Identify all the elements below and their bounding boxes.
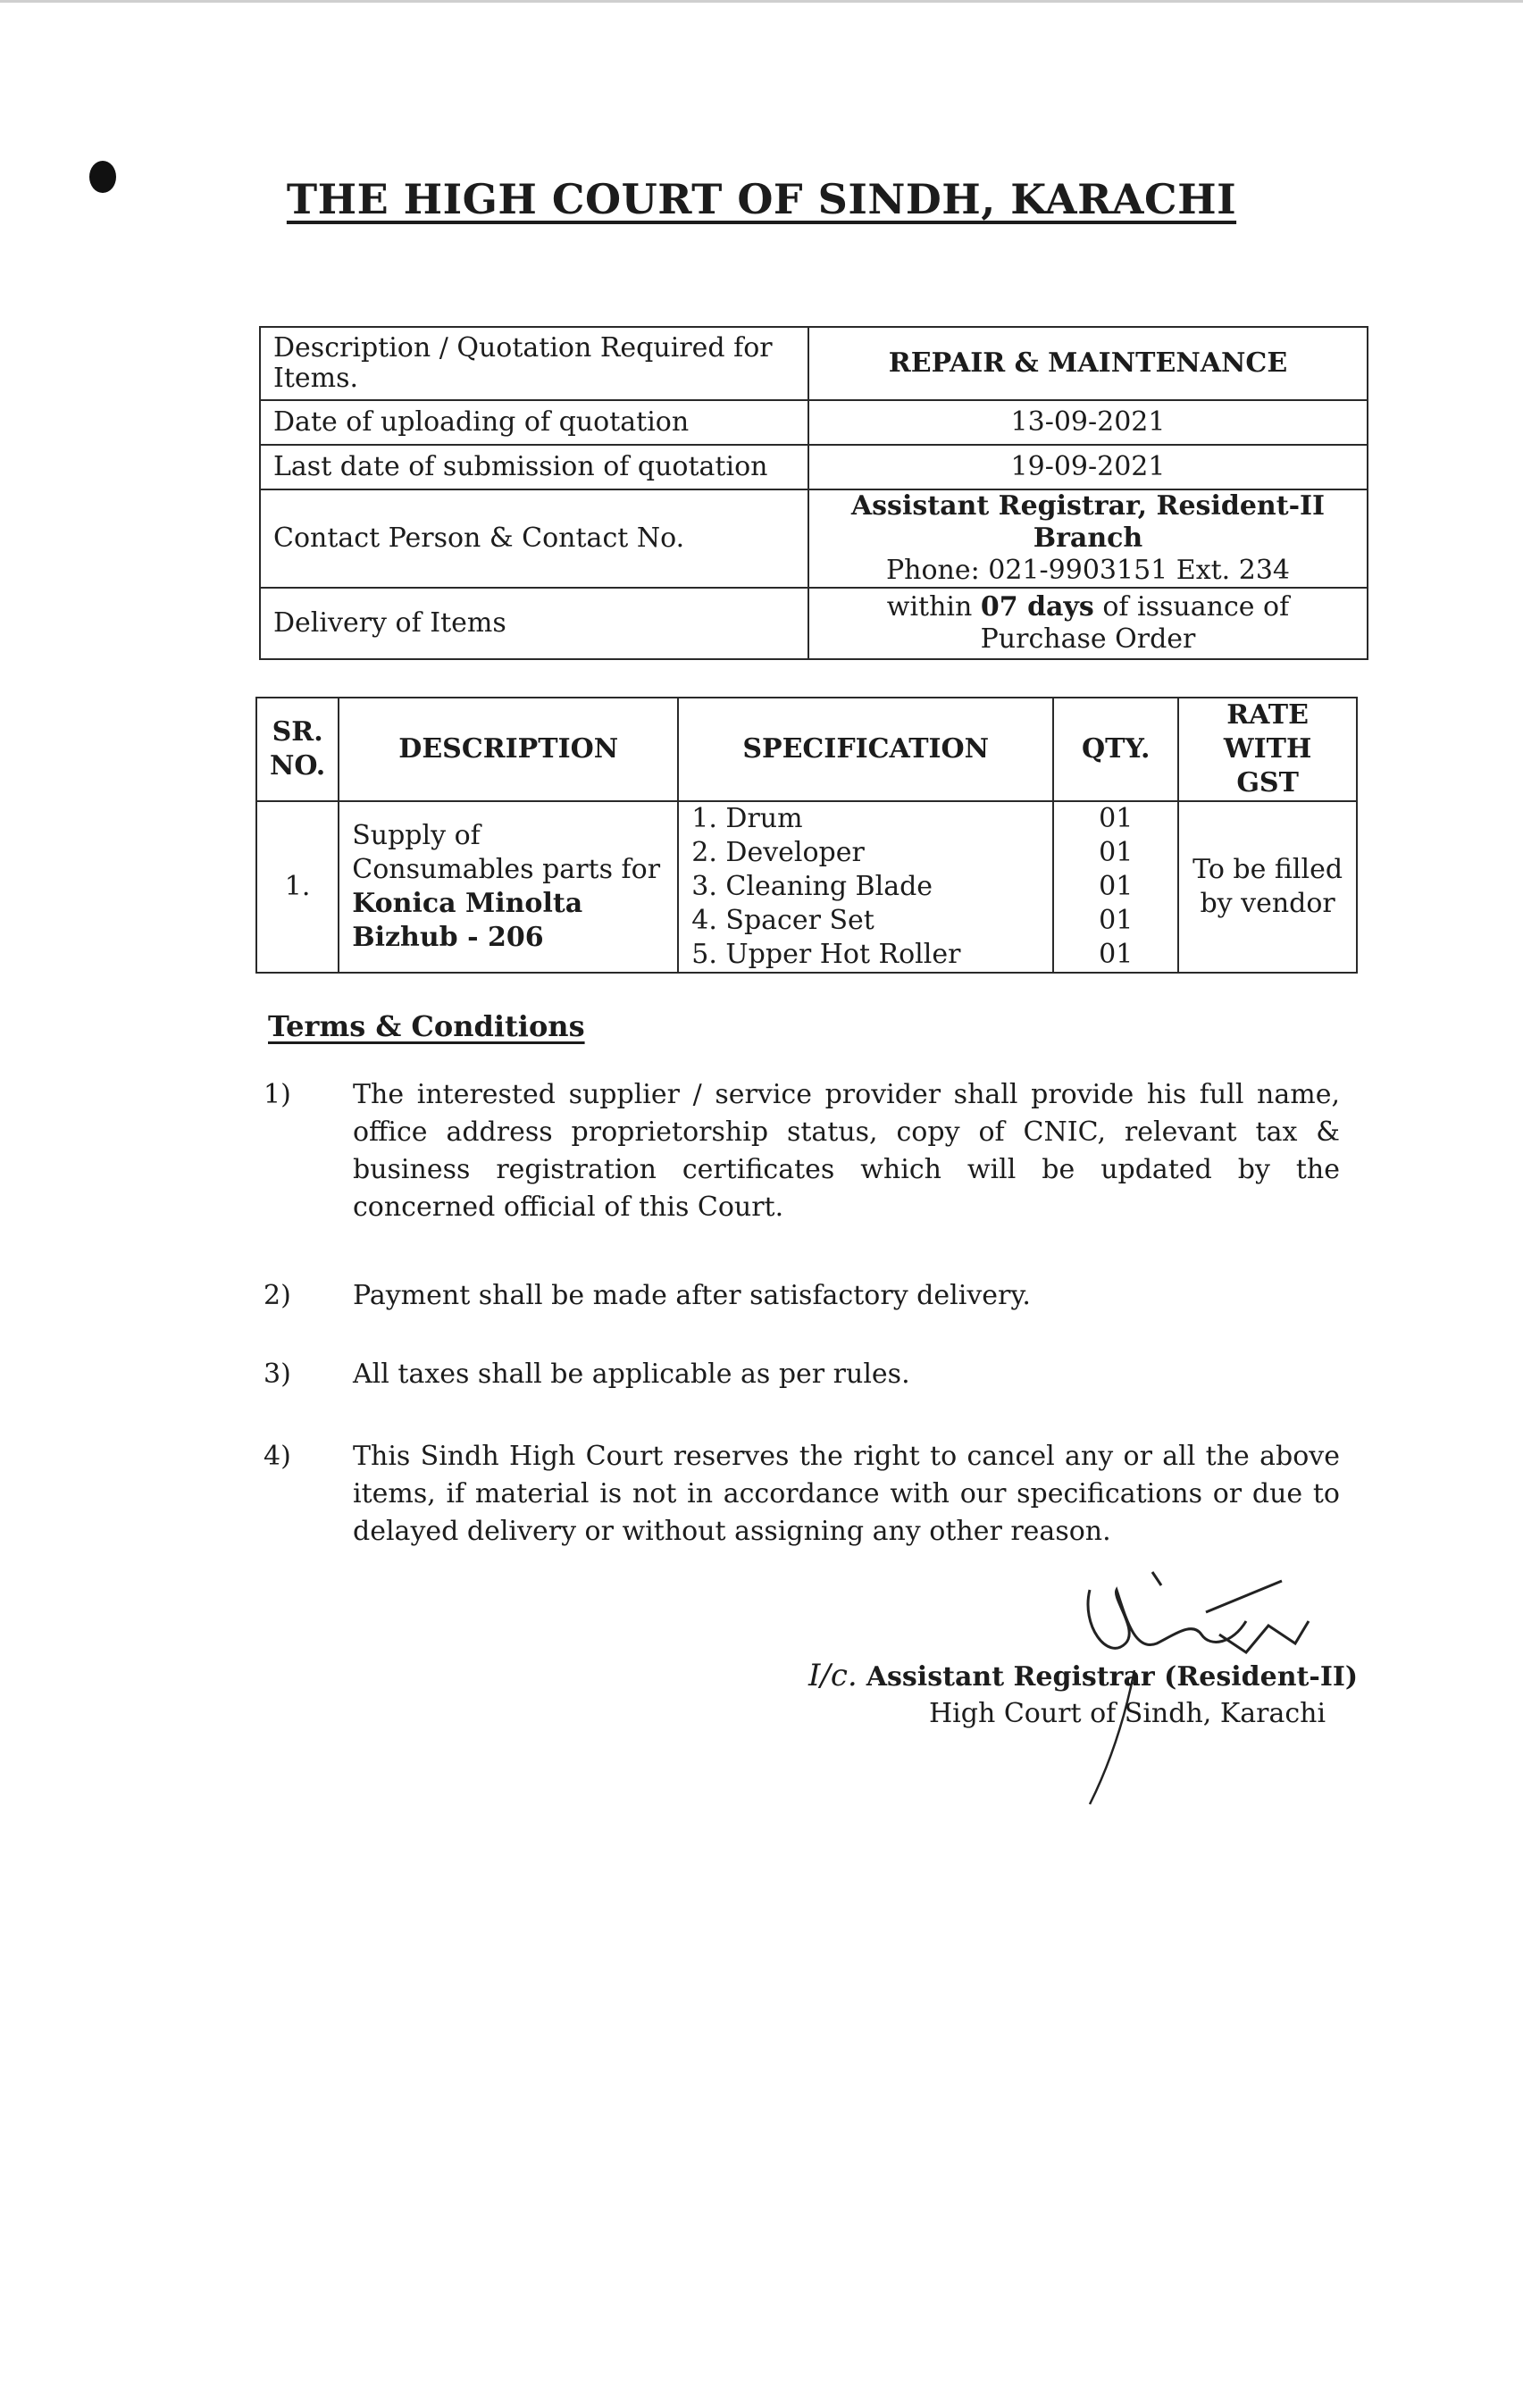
item-specification (678, 801, 1053, 973)
term-number: 1) (264, 1079, 291, 1110)
info-label: Contact Person & Contact No. (260, 489, 808, 588)
delivery-pre: within (886, 591, 981, 623)
signatory-designation: Assistant Registrar (Resident-II) (866, 1661, 1359, 1693)
table-row (256, 801, 1357, 973)
info-row (260, 489, 1368, 588)
list-item: 4. Spacer Set (691, 905, 874, 936)
scan-edge (0, 0, 1523, 3)
term-number: 3) (264, 1359, 291, 1390)
info-value: 13-09-2021 (808, 400, 1368, 445)
info-row (260, 445, 1368, 489)
info-label: Last date of submission of quotation (260, 445, 808, 489)
signatory-title (808, 1657, 1362, 1696)
list-item: 01 (1099, 939, 1134, 970)
item-model: Konica Minolta Bizhub - 206 (352, 888, 583, 953)
item-qty (1053, 801, 1178, 973)
item-description (339, 801, 678, 973)
page-title: THE HIGH COURT OF SINDH, KARACHI (286, 175, 1237, 223)
list-item: 01 (1099, 803, 1134, 834)
term-number: 2) (264, 1280, 291, 1311)
list-item: 01 (1099, 871, 1134, 902)
terms-heading: Terms & Conditions (268, 1009, 585, 1043)
info-label: Date of uploading of quotation (260, 400, 808, 445)
info-row (260, 588, 1368, 659)
term-number: 4) (264, 1441, 291, 1472)
info-value (808, 588, 1368, 659)
info-row (260, 327, 1368, 400)
items-header-row (256, 698, 1357, 801)
term-text: Payment shall be made after satisfactory delivery. (353, 1280, 1031, 1311)
term-text: This Sindh High Court reserves the right to cancel any or all the above items, if material is not in accordance with our specifications or due to delayed delivery or without assigning any other reason. (353, 1441, 1340, 1547)
list-item: 2. Developer (691, 837, 865, 868)
header-qty: QTY. (1053, 698, 1178, 801)
item-description-text: Supply of Consumables parts for (352, 820, 661, 885)
info-value: REPAIR & MAINTENANCE (808, 327, 1368, 400)
header-description: DESCRIPTION (339, 698, 678, 801)
delivery-post: of issuance of Purchase Order (980, 591, 1290, 655)
spec-list (691, 802, 1040, 972)
term-text: All taxes shall be applicable as per rules. (353, 1359, 910, 1390)
list-item: 5. Upper Hot Roller (691, 939, 961, 970)
signatory-org: High Court of Sindh, Karachi (929, 1698, 1326, 1729)
info-label: Description / Quotation Required for Items. (260, 327, 808, 400)
signatory-prefix: I/c. (808, 1658, 858, 1693)
item-rate: To be filled by vendor (1178, 801, 1357, 973)
term-text: The interested supplier / service provider shall provide his full name, office address proprietorship status, copy of CNIC, relevant tax & business registration certificates which will be updated by the concerned official of this Court. (353, 1079, 1340, 1223)
info-value (808, 489, 1368, 588)
header-rate: RATE WITH GST (1178, 698, 1357, 801)
list-item: 3. Cleaning Blade (691, 871, 933, 902)
header-specification: SPECIFICATION (678, 698, 1053, 801)
info-row (260, 400, 1368, 445)
signature-block (808, 1657, 1362, 1732)
info-label: Delivery of Items (260, 588, 808, 659)
info-value: 19-09-2021 (808, 445, 1368, 489)
quotation-info-table (259, 326, 1368, 660)
item-sr: 1. (256, 801, 339, 973)
header-sr-no: SR. NO. (256, 698, 339, 801)
delivery-days: 07 days (980, 591, 1094, 623)
items-table (255, 697, 1358, 974)
contact-name: Assistant Registrar, Resident-II Branch (850, 490, 1326, 554)
qty-list (1067, 802, 1165, 972)
list-item: 01 (1099, 837, 1134, 868)
contact-phone: Phone: 021-9903151 Ext. 234 (885, 555, 1291, 586)
list-item: 1. Drum (691, 803, 803, 834)
list-item: 01 (1099, 905, 1134, 936)
